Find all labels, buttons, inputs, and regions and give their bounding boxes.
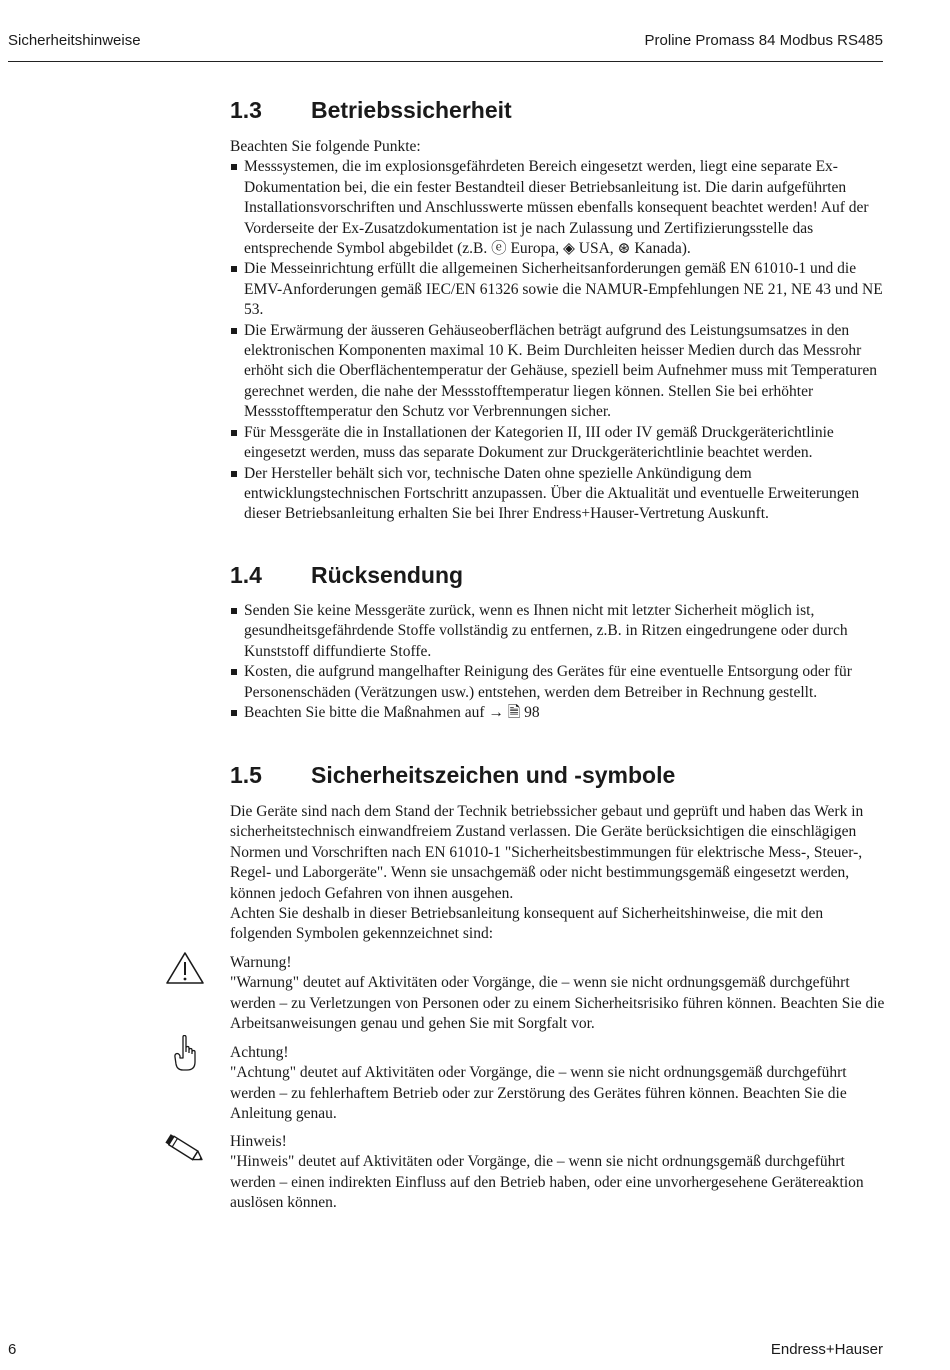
heading-1-3 [230,97,512,124]
list-item: Beachten Sie bitte die Maßnahmen auf → 🗎 98 [230,703,886,723]
list-item: Die Erwärmung der äusseren Gehäuseoberflächen beträgt aufgrund des Leistungsumsatzes in den elektronischen Komponenten maximal 10 K. Beim Durchleiten heisser Medien durch das Messrohr erhöht sich die Oberflächentemperatur der Gehäuse, speziell beim Aufnehmer muss mit Temperaturen gerechnet werden, die nahe der Messstofftemperatur liegen können. Stellen Sie bei erhöhter Messstofftemperatur den Schutz vor Verbrennungen sicher. [230,321,886,423]
list-item: Senden Sie keine Messgeräte zurück, wenn es Ihnen nicht mit letzter Sicherheit möglich ist, gesundheitsgefährdende Stoffe vollständig zu entfernen, z.B. in Ritzen eingedrungene oder durch Kunststoff diffundierte Stoffe. [230,601,886,662]
pencil-icon [160,1131,210,1167]
bullet-list [230,157,886,524]
list-item: Messsystemen, die im explosionsgefährdeten Bereich eingesetzt werden, liegt eine separate Ex-Dokumentation bei, die ein fester Bestandteil dieser Betriebsanleitung ist. Die darin aufgeführten Installationsvorschriften und Anschlusswerte müssen ebenfalls konsequent beachtet werden! Auf der Vorderseite der Ex-Zusatzdokumentation ist je nach Zulassung und Zertifizierungsstelle das entsprechende Symbol abgebildet (z.B. ⓔ Europa, ◈ USA, ⊛ Kanada). [230,157,886,259]
heading-title: Rücksendung [311,562,464,588]
heading-title: Sicherheitszeichen und -symbole [311,762,676,788]
section-1-4-body [230,601,886,723]
heading-1-4 [230,562,463,589]
heading-title: Betriebssicherheit [311,97,512,123]
header-document-title: Proline Promass 84 Modbus RS485 [644,32,883,49]
note-text: "Hinweis" deutet auf Aktivitäten oder Vorgänge, die – wenn sie nicht ordnungsgemäß durchgeführt werden – einen indirekten Einfluss auf den Betrieb haben, oder eine unvorhergesehene Gerätereaktion auslösen können. [230,1153,864,1212]
list-item: Der Hersteller behält sich vor, technische Daten ohne spezielle Ankündigung dem entwicklungstechnischen Fortschritt anzupassen. Über die Aktualität und eventuelle Erweiterungen dieser Betriebsanleitung erhalten Sie bei Ihrer Endress+Hauser-Vertretung Auskunft. [230,464,886,525]
warning-note [230,953,886,1035]
paragraph: Die Geräte sind nach dem Stand der Technik betriebssicher gebaut und geprüft und haben das Werk in sicherheitstechnisch einwandfreiem Zustand verlassen. Die Geräte berücksichtigen die einschlägigen Normen und Vorschriften nach EN 61010-1 "Sicherheitsbestimmungen für elektrische Mess-, Steuer-, Regel- und Laborgeräte". Wenn sie unsachgemäß oder nicht bestimmungsgemäß eingesetzt werden, können jedoch Gefahren von ihnen ausgehen. [230,803,864,902]
hint-note [230,1132,886,1214]
header-section-title: Sicherheitshinweise [8,32,141,49]
page-number: 6 [8,1341,17,1358]
heading-1-5 [230,762,675,789]
page-header [8,32,883,62]
note-title: Warnung! [230,954,292,971]
section-1-3-body [230,137,886,525]
paragraph: Achten Sie deshalb in dieser Betriebsanleitung konsequent auf Sicherheitshinweise, die mit den folgenden Symbolen gekennzeichnet sind: [230,905,824,943]
list-item: Für Messgeräte die in Installationen der Kategorien II, III oder IV gemäß Druckgeräterichtlinie eingesetzt werden, muss das separate Dokument zur Druckgeräterichtlinie beachtet werden. [230,423,886,464]
heading-number: 1.3 [230,97,262,123]
caution-note [230,1043,886,1125]
note-text: "Achtung" deutet auf Aktivitäten oder Vorgänge, die – wenn sie nicht ordnungsgemäß durchgeführt werden – zu fehlerhaftem Betrieb oder zur Zerstörung des Gerätes führen können. Beachten Sie die Anleitung genau. [230,1064,847,1123]
footer-brand: Endress+Hauser [770,1341,883,1358]
bullet-list [230,601,886,723]
note-text: "Warnung" deutet auf Aktivitäten oder Vorgänge, die – wenn sie nicht ordnungsgemäß durchgeführt werden – zu Verletzungen von Personen oder zu einem Sicherheitsrisiko führen können. Beachten Sie die Arbeitsanweisungen genau und gehen Sie mit Sorgfalt vor. [230,974,885,1033]
list-item: Kosten, die aufgrund mangelhafter Reinigung des Gerätes für eine eventuelle Entsorgung oder für Personenschäden (Verätzungen usw.) entstehen, werden dem Betreiber in Rechnung gestellt. [230,662,886,703]
pointing-hand-icon [160,1036,210,1072]
heading-number: 1.5 [230,762,262,788]
section-1-5-body [230,802,886,945]
note-title: Hinweis! [230,1133,287,1150]
heading-number: 1.4 [230,562,262,588]
warning-triangle-icon [160,950,210,986]
note-title: Achtung! [230,1044,289,1061]
intro-text: Beachten Sie folgende Punkte: [230,138,421,155]
list-item: Die Messeinrichtung erfüllt die allgemeinen Sicherheitsanforderungen gemäß EN 61010-1 und die EMV-Anforderungen gemäß IEC/EN 61326 sowie die NAMUR-Empfehlungen NE 21, NE 43 und NE 53. [230,259,886,320]
